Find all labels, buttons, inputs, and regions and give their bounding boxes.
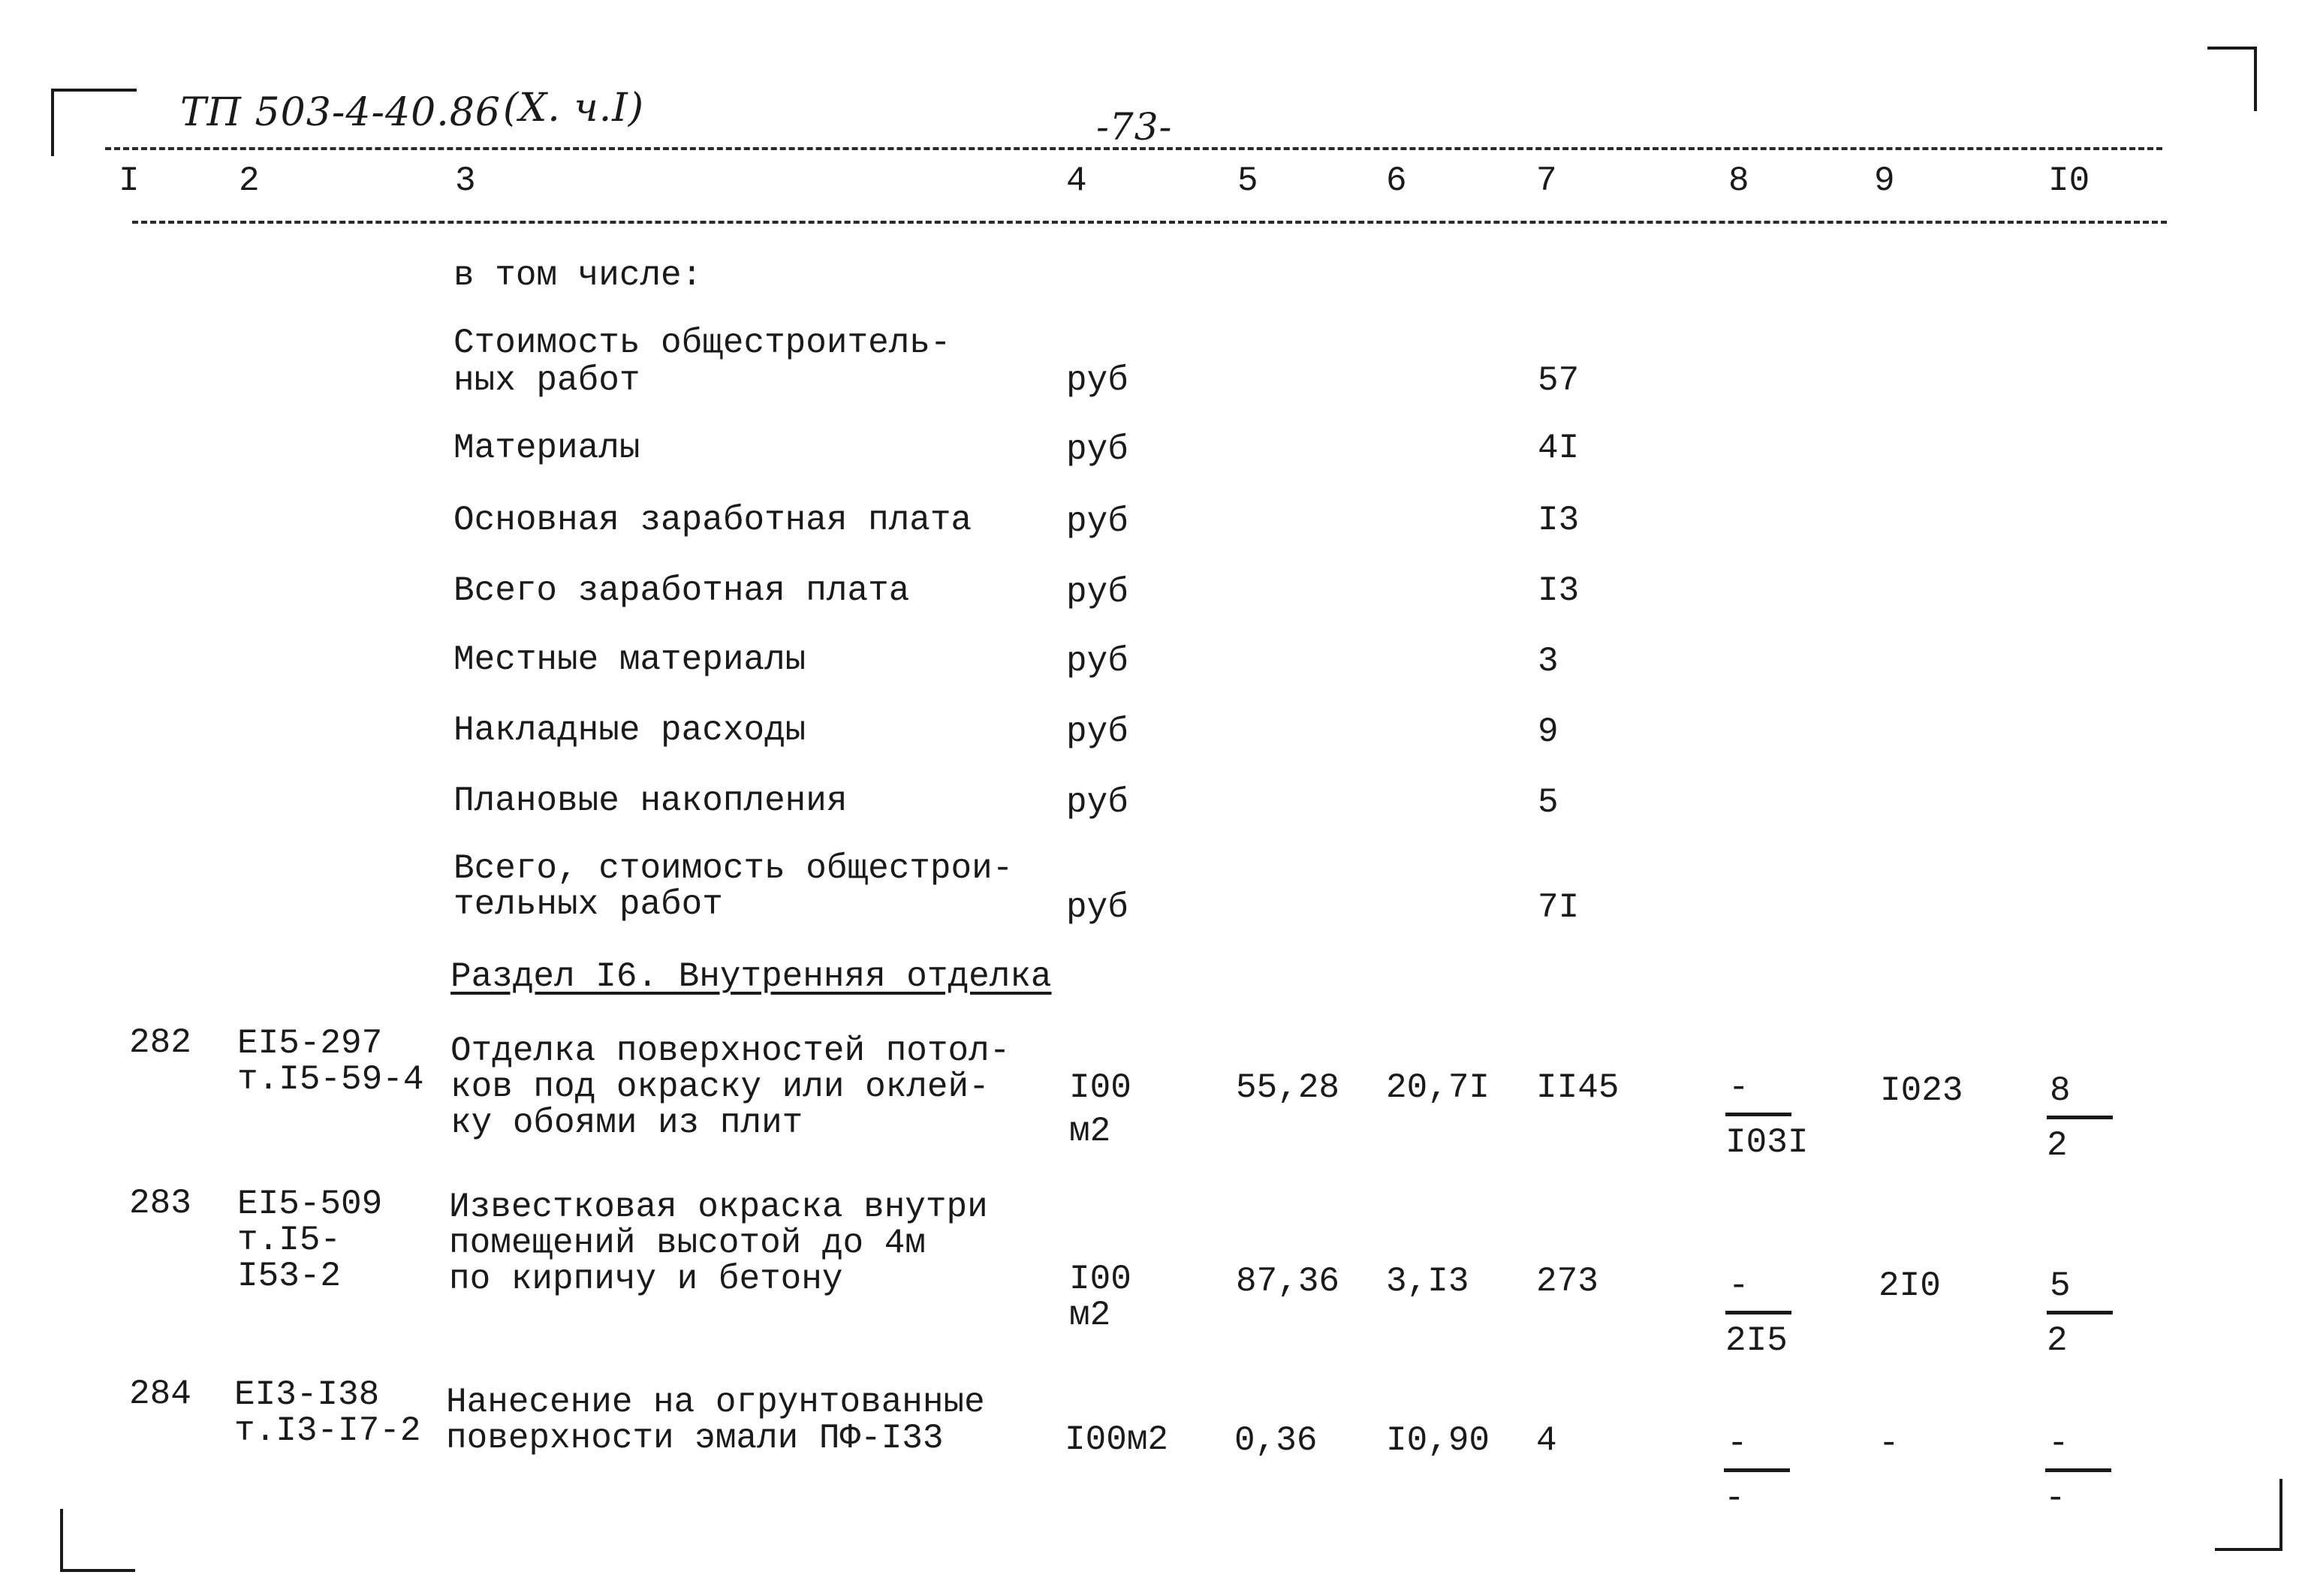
fraction-numerator: 8 [2047,1074,2113,1119]
fraction-numerator: - [1724,1426,1790,1472]
row-col9: 2I0 [1879,1266,1941,1305]
row-description-line: по кирпичу и бетону [449,1260,843,1299]
row-col10-fraction [2047,1266,2113,1360]
cost-item-name: Всего заработная плата [453,571,910,610]
cost-item-value: 57 [1538,361,1580,400]
cost-item-name: Всего, стоимость общестрои- [453,849,1014,888]
row-unit [1069,1261,1131,1333]
column-number: I0 [2048,161,2090,200]
row-code-line: I53-2 [237,1257,342,1296]
cost-item-value: 4I [1538,429,1580,468]
cost-item-unit: руб [1066,430,1128,469]
column-number: 3 [455,161,476,200]
cost-item-name: Стоимость общестроитель- [453,324,951,363]
cost-item-unit: руб [1066,888,1128,927]
column-number: 7 [1536,161,1557,200]
row-description [449,1189,988,1297]
row-unit [1069,1066,1131,1153]
column-number: 5 [1237,161,1258,200]
row-unit-price: I0,90 [1386,1421,1490,1460]
row-description-line: ков под окраску или оклей- [450,1068,990,1107]
document-code: ТП 503-4-40.86 [180,90,501,135]
row-code-line: т.I5-59-4 [237,1060,424,1099]
row-description-line: Отделка поверхностей потол- [450,1031,1011,1071]
row-number: 283 [129,1184,191,1223]
row-unit-line: I00 [1069,1068,1131,1107]
row-total: 273 [1536,1262,1598,1301]
cost-item-name: Местные материалы [453,640,806,679]
fraction-denominator: - [1724,1479,1745,1518]
row-total: II45 [1536,1068,1620,1107]
row-unit-line: м2 [1069,1296,1111,1335]
cost-item-unit: руб [1066,783,1128,822]
row-code-line: EI5-297 [237,1024,383,1063]
cost-item-name: тельных работ [453,885,723,924]
corner-mark-top-right [2207,47,2257,111]
intro-text: в том числе: [453,256,703,295]
cost-item-value: 5 [1538,783,1559,822]
fraction-denominator: I03I [1725,1123,1809,1162]
row-quantity: 87,36 [1236,1262,1340,1301]
row-code [237,1025,423,1098]
cost-item-name: Накладные расходы [453,711,806,750]
cost-item-name: Материалы [453,429,640,468]
row-number: 282 [129,1023,191,1062]
row-unit-line: I00 [1069,1260,1131,1299]
column-number: 2 [239,161,260,200]
row-col9: - [1879,1424,1900,1463]
row-unit [1065,1422,1168,1458]
cost-item-value: I3 [1538,571,1580,610]
cost-item-unit: руб [1066,502,1128,541]
row-quantity: 55,28 [1236,1068,1340,1107]
section-title: Раздел I6. Внутренняя отделка [450,957,1052,996]
row-code-line: EI5-509 [237,1185,383,1224]
fraction-numerator: - [1725,1071,1791,1116]
row-description-line: поверхности эмали ПФ-I33 [446,1419,944,1458]
row-unit-line: I00м2 [1065,1420,1169,1459]
corner-mark-bottom-right [2215,1479,2282,1551]
row-description-line: ку обоями из плит [450,1104,803,1143]
column-number: 4 [1066,161,1087,200]
row-description-line: помещений высотой до 4м [449,1224,926,1263]
row-col8-fraction [1724,1426,1790,1516]
corner-mark-top-left [51,89,137,156]
cost-item-name: ных работ [453,361,640,400]
column-number: 6 [1386,161,1407,200]
fraction-denominator: 2 [2047,1126,2068,1165]
fraction-denominator: 2I5 [1725,1321,1788,1360]
row-col8-fraction [1725,1266,1791,1360]
fraction-numerator: - [2045,1426,2111,1472]
row-number: 284 [129,1375,191,1414]
fraction-numerator: 5 [2047,1269,2113,1314]
row-code [237,1186,382,1294]
page-number: -73- [1096,105,1173,149]
row-col10-fraction [2045,1426,2111,1516]
cost-item-value: 3 [1538,642,1559,681]
row-code-line: т.I3-I7-2 [234,1411,421,1450]
fraction-numerator: - [1725,1269,1791,1314]
fraction-denominator: - [2045,1479,2066,1518]
cost-item-value: 9 [1538,712,1559,751]
row-code [234,1377,420,1449]
row-code-line: EI3-I38 [234,1375,380,1414]
cost-item-value: I3 [1538,501,1580,540]
row-description-line: Известковая окраска внутри [449,1188,988,1227]
row-description-line: Нанесение на огрунтованные [446,1383,985,1422]
row-col10-fraction [2047,1071,2113,1165]
row-unit-line: м2 [1069,1112,1111,1151]
header-rule-bottom [132,221,2167,224]
header-rule-top [105,147,2162,150]
row-col9: I023 [1880,1071,1963,1110]
row-col8-fraction [1725,1068,1809,1162]
corner-mark-bottom-left [60,1509,135,1572]
row-total: 4 [1536,1421,1557,1460]
cost-item-name: Плановые накопления [453,781,848,821]
row-description [450,1033,1010,1141]
cost-item-unit: руб [1066,712,1128,751]
fraction-denominator: 2 [2047,1321,2068,1360]
column-number: I [119,161,140,200]
row-description [446,1384,985,1456]
cost-item-name: Основная заработная плата [453,501,972,540]
column-number: 9 [1874,161,1895,200]
cost-item-value: 7I [1538,888,1580,927]
row-unit-price: 3,I3 [1386,1262,1469,1301]
cost-item-unit: руб [1066,361,1128,400]
cost-item-unit: руб [1066,573,1128,612]
row-quantity: 0,36 [1234,1421,1318,1460]
row-unit-price: 20,7I [1386,1068,1490,1107]
row-code-line: т.I5- [237,1221,342,1260]
document-volume: (X. ч.I) [503,86,645,131]
cost-item-unit: руб [1066,642,1128,681]
column-number: 8 [1728,161,1749,200]
